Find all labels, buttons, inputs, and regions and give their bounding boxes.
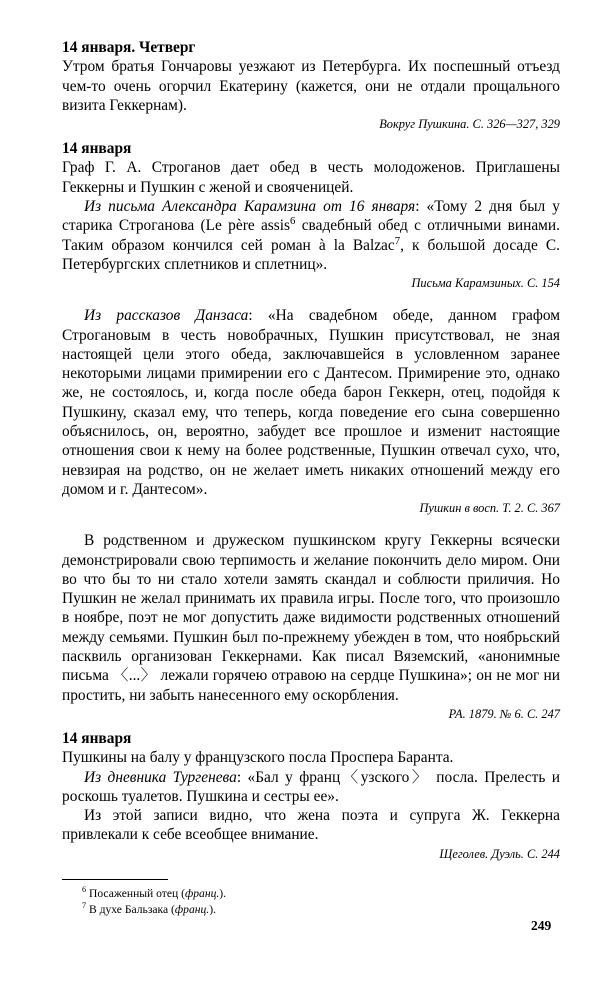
footnote-number: 6 [82,884,87,894]
footnote-ref-7: 7 [394,234,401,247]
quote-text: : «На свадебном обеде, данном графом Строгановым в честь новобрачных, Пушкин присутствовал, не зная настоящей цели этого обеда, заключавшейся в условленном заранее некоторыми лицами примирении его с Дантесом. Примирение это, однако же, не состоялось, и, когда после обеда барон Геккерн, отец, подойдя к Пушкину, сказал ему, что теперь, когда поведение его сына совершенно объяснилось, он, вероятно, забудет все прошлое и изменит настоящие отношения свои к нему на более родственные, Пушкин отвечал сухо, что, невзирая на родство, он не желает иметь никаких отношений между его домом и г. Дантесом». [62,307,560,498]
source-citation: Щеголев. Дуэль. С. 244 [439,846,560,861]
entry-paragraph: Граф Г. А. Строганов дает обед в честь молодоженов. Приглашены Геккерны и Пушкин с женой и свояченицей. [62,159,560,196]
entry-paragraph: Утром братья Гончаровы уезжают из Петербурга. Их поспешный отъезд чем-то очень огорчил Екатерину (кажется, они не отдали прощального визита Геккернам). [62,58,560,114]
footnote-text: В духе Бальзака ( [88,902,175,916]
source-citation: РА. 1879. № 6. С. 247 [448,706,560,721]
source-citation: Вокруг Пушкина. С. 326—327, 329 [379,117,560,132]
source-citation: Пушкин в восп. Т. 2. С. 367 [419,501,560,516]
commentary-paragraph: Из этой записи видно, что жена поэта и супруга Ж. Геккерна привлекали к себе всеобщее внимание. [62,807,560,844]
text-column [62,38,560,918]
footnote-lang: франц. [174,902,210,916]
quote-text: : «Тому 2 дня был у старика Строганова (Le père assis [62,198,560,235]
danzas-quote [62,306,560,499]
footnote-number: 7 [82,900,87,910]
entry-date: 14 января [62,729,132,747]
footnote-end: ). [219,886,227,900]
quote-text: : «Бал у франц〈узского〉 посла. Прелесть и роскошь туалетов. Пушкина и сестры ее». [62,768,560,805]
footnote-text: Посаженный отец ( [88,886,185,900]
quote-text: свадебный обед с отличными винами. Таким образом кончился сей роман à la Balzac [62,217,560,254]
quote-intro: Из письма Александра Карамзина от 16 января [84,198,416,216]
entry-date: 14 января. Четверг [62,39,196,56]
source-citation: Письма Карамзиных. С. 154 [411,276,560,291]
quote-intro: Из рассказов Данзаса [84,307,249,325]
footnote [82,886,560,902]
footnote-ref-6: 6 [290,215,296,228]
commentary-paragraph: В родственном и дружеском пушкинском кругу Геккерны всячески демонстрировали свою терпимость и желание покончить дело миром. Они во что бы то ни стало хотели замять скандал и соблюсти приличия. Но Пушкин не желал принимать их правила игры. После того, что произошло в ноябре, поэт не мог допустить даже видимости родственных отношений между семьями. Пушкин был по-прежнему убежден в том, что ноябрьский пасквиль организован Геккернами. Как писал Вяземский, «анонимные письма 〈...〉 лежали горячею отравою на сердце Пушкина»; он не мог ни простить, ни забыть нанесенного ему оскорбления. [62,532,560,704]
quote-text: , к большой досаде С. Петербургских сплетников и сплетниц». [62,236,560,273]
karamzin-letter-quote [62,197,560,274]
footnote-end: ). [209,902,216,916]
quote-intro: Из дневника Тургенева [84,768,237,786]
footnote [82,902,560,918]
turgenev-diary-quote [62,768,560,807]
entry-date: 14 января [62,140,132,158]
entry-paragraph: Пушкины на балу у французского посла Проспера Баранта. [62,749,454,767]
footnote-lang: франц. [185,886,220,900]
page-number: 249 [531,918,552,933]
